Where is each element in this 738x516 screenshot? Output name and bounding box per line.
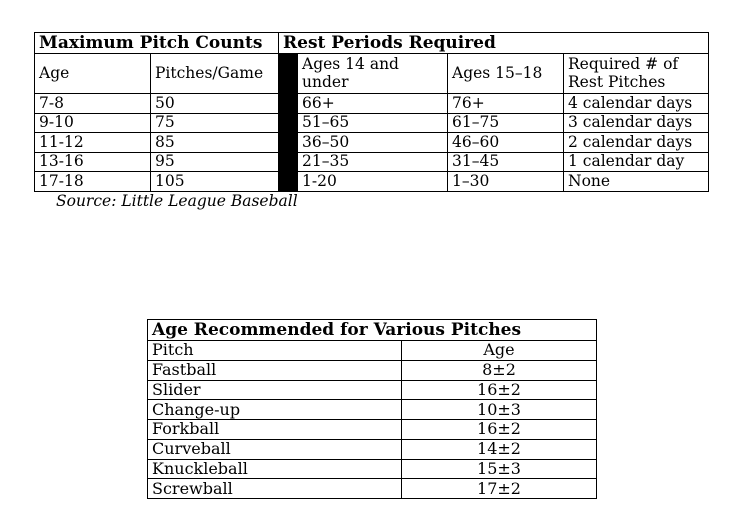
cell-ages-14: 66+ (298, 94, 448, 114)
cell-age: 16±2 (402, 380, 597, 400)
table-row (35, 94, 709, 114)
col-age-header: Age (402, 341, 597, 361)
cell-rest: 4 calendar days (564, 94, 709, 114)
table-row (148, 459, 597, 479)
pitch-count-table (34, 32, 708, 192)
source-note: Source: Little League Baseball (56, 192, 298, 210)
pitch-age-table (147, 319, 596, 499)
table-row (35, 152, 709, 172)
cell-ages-14: 1-20 (298, 172, 448, 192)
table-row (148, 439, 597, 459)
col-pitches-header: Pitches/Game (151, 54, 279, 94)
cell-age: 7-8 (35, 94, 151, 114)
cell-pitch: Slider (148, 380, 402, 400)
cell-rest: None (564, 172, 709, 192)
cell-pitch: Forkball (148, 420, 402, 440)
col-rest-header: Required # of Rest Pitches (564, 54, 709, 94)
cell-ages-15: 31–45 (448, 152, 564, 172)
cell-pitch: Fastball (148, 360, 402, 380)
cell-rest: 2 calendar days (564, 133, 709, 153)
cell-pitches: 105 (151, 172, 279, 192)
divider-bar (279, 54, 298, 192)
table-row (148, 400, 597, 420)
cell-age: 14±2 (402, 439, 597, 459)
cell-age: 10±3 (402, 400, 597, 420)
col-ages-14-header: Ages 14 and under (298, 54, 448, 94)
cell-ages-15: 46–60 (448, 133, 564, 153)
cell-ages-15: 61–75 (448, 113, 564, 133)
cell-pitch: Curveball (148, 439, 402, 459)
table-row (148, 420, 597, 440)
cell-pitch: Change-up (148, 400, 402, 420)
cell-rest: 1 calendar day (564, 152, 709, 172)
cell-pitches: 50 (151, 94, 279, 114)
max-pitch-counts-header: Maximum Pitch Counts (35, 33, 279, 54)
cell-pitch: Knuckleball (148, 459, 402, 479)
cell-age: 16±2 (402, 420, 597, 440)
rest-periods-header: Rest Periods Required (279, 33, 709, 54)
table-row (35, 133, 709, 153)
cell-ages-14: 51–65 (298, 113, 448, 133)
cell-pitches: 95 (151, 152, 279, 172)
cell-pitches: 75 (151, 113, 279, 133)
col-ages-15-header: Ages 15–18 (448, 54, 564, 94)
cell-ages-15: 76+ (448, 94, 564, 114)
cell-ages-14: 21–35 (298, 152, 448, 172)
table-row (148, 479, 597, 499)
cell-pitch: Screwball (148, 479, 402, 499)
cell-age: 17-18 (35, 172, 151, 192)
cell-ages-15: 1–30 (448, 172, 564, 192)
pitch-age-title: Age Recommended for Various Pitches (148, 320, 597, 341)
col-pitch-header: Pitch (148, 341, 402, 361)
table-row (35, 172, 709, 192)
cell-age: 11-12 (35, 133, 151, 153)
cell-age: 13-16 (35, 152, 151, 172)
cell-age: 9-10 (35, 113, 151, 133)
cell-ages-14: 36–50 (298, 133, 448, 153)
cell-age: 15±3 (402, 459, 597, 479)
cell-age: 17±2 (402, 479, 597, 499)
cell-rest: 3 calendar days (564, 113, 709, 133)
table-row (148, 360, 597, 380)
table-row (148, 380, 597, 400)
table-row (35, 113, 709, 133)
cell-age: 8±2 (402, 360, 597, 380)
cell-pitches: 85 (151, 133, 279, 153)
col-age-header: Age (35, 54, 151, 94)
